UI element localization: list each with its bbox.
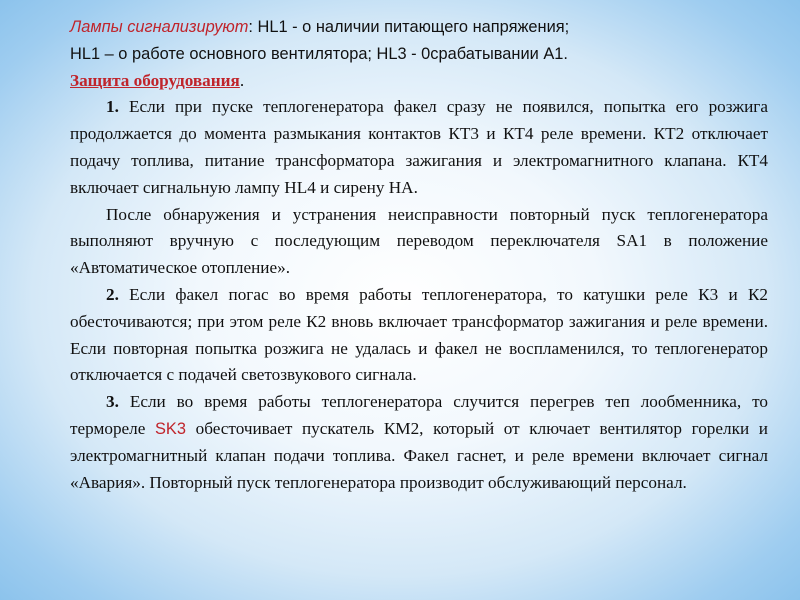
section-3-number: 3.: [106, 392, 119, 412]
slide-content: [70, 14, 768, 496]
section-1-text: Если при пуске теплогенератора факел сразу не появился, попытка его розжига продолжается до момента размыкания контактов КТ3 и КТ4 реле времени. КТ2 отключает подачу топлива, питание трансформатора зажигания и электромагнитного клапана. КТ4 включает сигнальную лампу HL4 и сирену НА.: [70, 97, 768, 197]
section-2-number: 2.: [106, 284, 119, 304]
lamps-line-1: [70, 14, 768, 41]
section-3-highlight: SK3: [155, 419, 186, 438]
lamps-line-2: HL1 – о работе основного вентилятора; HL3 - 0срабатывании А1.: [70, 44, 568, 63]
protection-heading: [70, 68, 768, 95]
section-3-text-after: обесточивает пускатель КМ2, который от ключает вентилятор горелки и электромагнитный клапан подачи топлива. Факел гаснет, и реле времени включает сигнал «Авария». Повторный пуск теплогенератора производит обслуживающий персонал.: [70, 418, 768, 492]
protection-title: Защита оборудования: [70, 70, 240, 90]
section-1-paragraph: [70, 94, 768, 201]
section-3-paragraph: [70, 389, 768, 496]
section-3-text-before: Если во время работы теплогенератора случится перегрев теп лообменника, то термореле: [70, 392, 768, 438]
lamps-heading: Лампы сигнализируют: [70, 18, 249, 36]
section-1-number: 1.: [106, 97, 119, 117]
after-fix-paragraph: После обнаружения и устранения неисправности повторный пуск теплогенератора выполняют вручную с последующим переводом переключателя SA1 в положение «Автоматическое отопление».: [70, 204, 768, 278]
protection-title-end: .: [239, 70, 245, 90]
lamps-line-1-text: : HL1 - о наличии питающего напряжения;: [248, 18, 570, 36]
section-2-paragraph: [70, 282, 768, 389]
section-2-text: Если факел погас во время работы теплогенератора, то катушки реле К3 и К2 обесточиваются; при этом реле К2 вновь включает трансформатор зажигания и реле времени. Если повторная попытка розжига не удалась и факел не воспламенился, то теплогенератор отключается с подачей светозвукового сигнала.: [70, 284, 768, 385]
